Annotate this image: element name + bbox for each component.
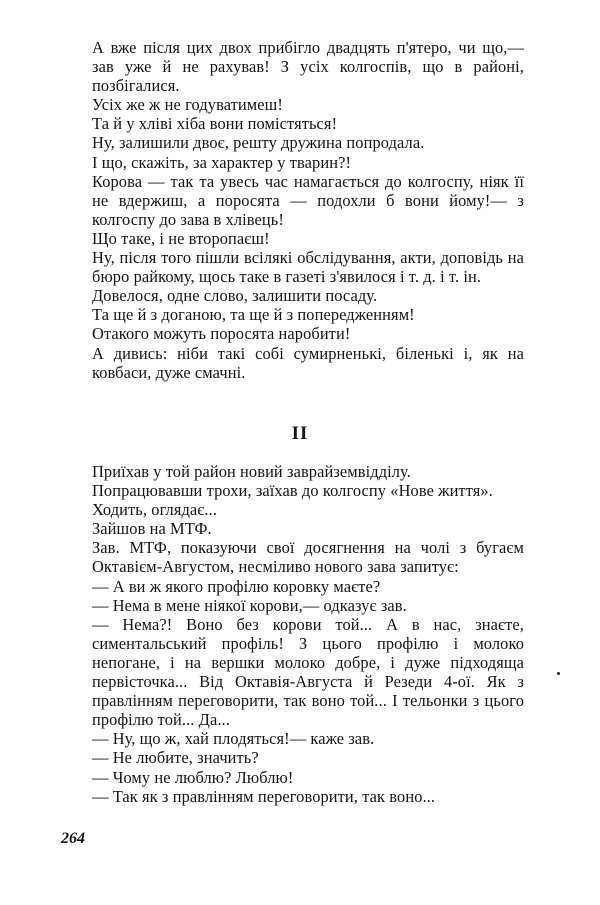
paragraph: Та й у хліві хіба вони помістяться! (92, 114, 338, 134)
dialogue-line: — Не любите, значить? (92, 748, 259, 768)
dialogue-line: — Ну, що ж, хай плодяться!— каже зав. (92, 729, 375, 749)
section-two-text (92, 462, 524, 806)
dialogue-line: — Нема?! Воно без корови той... А в нас, знаєте, симентальський профіль! З цього профілю і молоко непогане, і на вершки молоко добре, і дуже підходяща первісточка... Від Октавія-Августа й Резеди 4-ої. Як з правлінням переговорити, так воно той... І тельонки з цього профілю той... Да... (92, 614, 524, 730)
paragraph: Що таке, і не второпаєш! (92, 228, 270, 248)
paragraph: Ну, після того пішли всілякі обслідування, акти, доповідь на бюро райкому, щось таке в газеті з'явилося і т. д. і т. ін. (92, 248, 524, 287)
dialogue-line: — А ви ж якого профілю коровку маєте? (92, 576, 381, 596)
paragraph: Ходить, оглядає... (92, 500, 218, 520)
page-number: 264 (61, 830, 85, 847)
paragraph: Усіх же ж не годуватимеш! (92, 95, 283, 115)
paragraph: Зав. МТФ, показуючи свої досягнення на чолі з бугаєм Октавієм-Августом, несміливо нового зава запитує: (92, 538, 524, 577)
paragraph: Попрацювавши трохи, заїхав до колгоспу «Нове життя». (92, 481, 493, 501)
section-number: II (291, 423, 309, 444)
paragraph: Отакого можуть поросята наробити! (92, 324, 351, 344)
paragraph: Та ще й з доганою, та ще й з попередженням! (92, 305, 415, 325)
paragraph: А дивись: ніби такі собі сумирненькі, біленькі і, як на ковбаси, дуже смачні. (92, 343, 524, 382)
paragraph: Приїхав у той район новий заврайземвідділу. (92, 462, 411, 481)
print-speck (557, 672, 560, 675)
dialogue-line: — Так як з правлінням переговорити, так воно... (92, 786, 436, 806)
paragraph: Корова — так та увесь час намагається до колгоспу, ніяк її не вдержиш, а поросята — подохли б вони йому!— з колгоспу до зава в хлівець! (92, 171, 524, 229)
dialogue-line: — Чому не люблю? Люблю! (92, 767, 294, 787)
paragraph: І що, скажіть, за характер у тварин?! (92, 152, 352, 172)
dialogue-line: — Нема в мене ніякої корови,— одказує зав. (92, 595, 407, 615)
paragraph: Ну, залишили двоє, решту дружина попродала. (92, 133, 425, 153)
paragraph: Зайшов на МТФ. (92, 519, 212, 539)
paragraph: Довелося, одне слово, залишити посаду. (92, 286, 378, 306)
paragraph: А вже після цих двох прибігло двадцять п'ятеро, чи що,— зав уже й не рахував! З усіх колгоспів, що в районі, позбігалися. (92, 38, 524, 96)
section-one-text (92, 38, 524, 382)
